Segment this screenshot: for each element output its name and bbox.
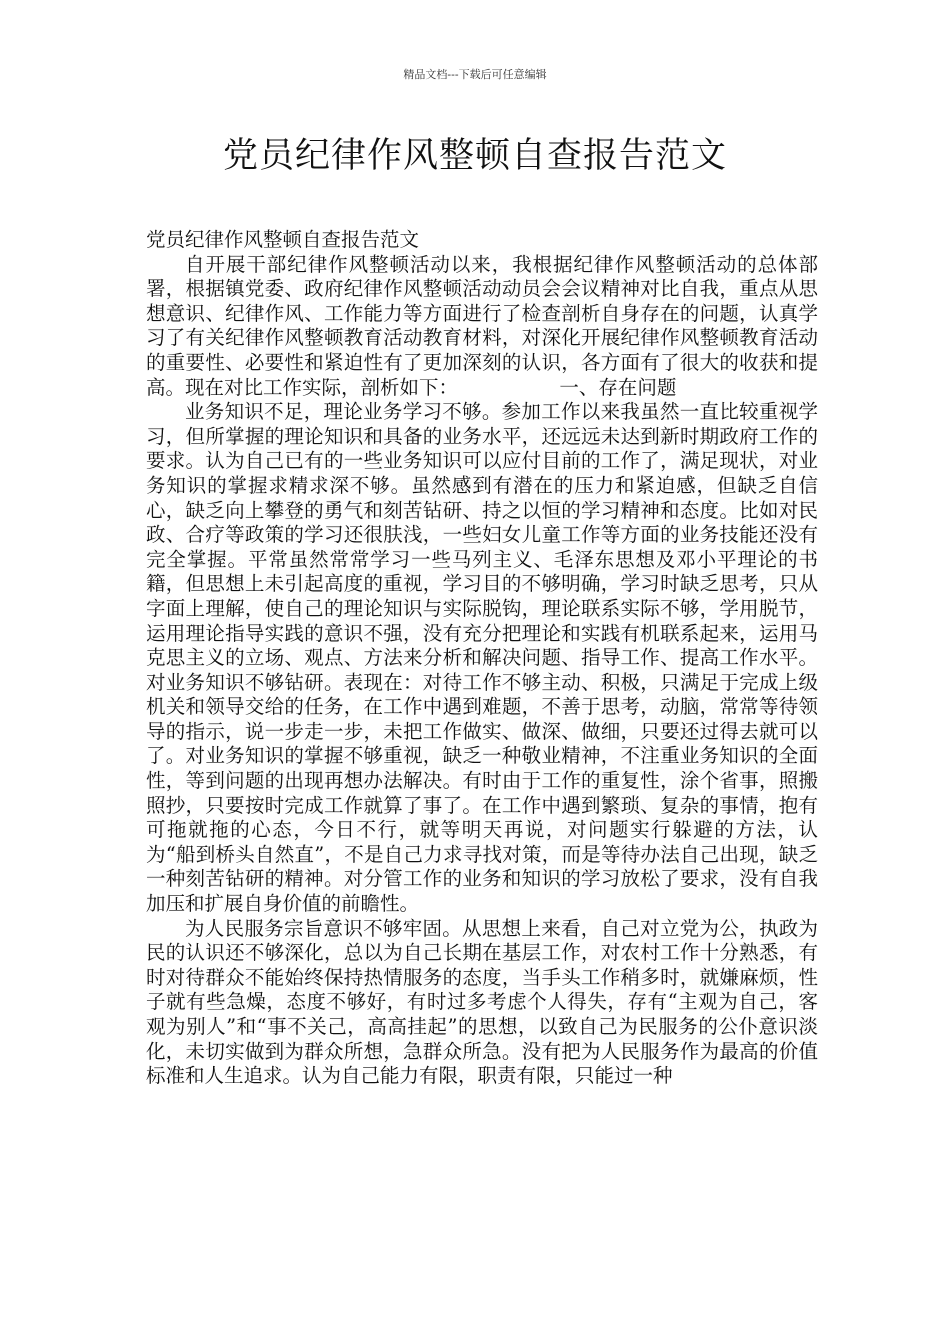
header-note: 精品文档---下载后可任意编辑 <box>403 68 547 81</box>
document-body <box>146 228 818 1089</box>
document-title: 党员纪律作风整顿自查报告范文 <box>222 136 727 176</box>
paragraph-business-knowledge: 业务知识不足，理论业务学习不够。参加工作以来我虽然一直比较重视学习，但所掌握的理论知识和具备的业务水平，还远远未达到新时期政府工作的要求。认为自己已有的一些业务知识可以应付目前的工作了，满足现状，对业务知识的掌握求精求深不够。虽然感到有潜在的压力和紧迫感，但缺乏自信心，缺乏向上攀登的勇气和刻苦钻研、持之以恒的学习精神和态度。比如对民政、合疗等政策的学习还很肤浅，一些妇女儿童工作等方面的业务技能还没有完全掌握。平常虽然常常学习一些马列主义、毛泽东思想及邓小平理论的书籍，但思想上未引起高度的重视，学习目的不够明确，学习时缺乏思考，只从字面上理解，使自己的理论知识与实际脱钩，理论联系实际不够，学用脱节，运用理论指导实践的意识不强，没有充分把理论和实践有机联系起来，运用马克思主义的立场、观点、方法来分析和解决问题、指导工作、提高工作水平。对业务知识不够钻研。表现在：对待工作不够主动、积极，只满足于完成上级机关和领导交给的任务，在工作中遇到难题，不善于思考，动脑，常常等待领导的指示，说一步走一步，未把工作做实、做深、做细，只要还过得去就可以了。对业务知识的掌握不够重视，缺乏一种敬业精神，不注重业务知识的全面性，等到问题的出现再想办法解决。有时由于工作的重复性，涂个省事，照搬照抄，只要按时完成工作就算了事了。在工作中遇到繁琐、复杂的事情，抱有可拖就拖的心态，今日不行，就等明天再说，对问题实行躲避的方法，认为“船到桥头自然直”，不是自己力求寻找对策，而是等待办法自己出现，缺乏一种刻苦钻研的精神。对分管工作的业务和知识的学习放松了要求，没有自我加压和扩展自身价值的前瞻性。 <box>146 400 818 916</box>
paragraph-intro-text: 自开展干部纪律作风整顿活动以来，我根据纪律作风整顿活动的总体部署，根据镇党委、政府纪律作风整顿活动动员会会议精神对比自我，重点从思想意识、纪律作风、工作能力等方面进行了检查剖析自身存在的问题，认真学习了有关纪律作风整顿教育活动教育材料，对深化开展纪律作风整顿教育活动的重要性、必要性和紧迫性有了更加深刻的认识，各方面有了很大的收获和提高。现在对比工作实际，剖析如下： <box>146 252 818 399</box>
paragraph-service-awareness: 为人民服务宗旨意识不够牢固。从思想上来看，自己对立党为公，执政为民的认识还不够深化，总以为自己长期在基层工作，对农村工作十分熟悉，有时对待群众不能始终保持热情服务的态度，当手头工作稍多时，就嫌麻烦，性子就有些急燥，态度不够好，有时过多考虑个人得失，存有“主观为自己，客观为别人”和“事不关己，高高挂起”的思想，以致自己为民服务的公仆意识淡化，未切实做到为群众所想，急群众所急。没有把为人民服务作为最高的价值标准和人生追求。认为自己能力有限，职责有限，只能过一种 <box>146 916 818 1088</box>
document-subtitle: 党员纪律作风整顿自查报告范文 <box>146 228 420 251</box>
section-heading-problems: 一、存在问题 <box>559 375 677 399</box>
paragraph-intro <box>146 253 818 401</box>
